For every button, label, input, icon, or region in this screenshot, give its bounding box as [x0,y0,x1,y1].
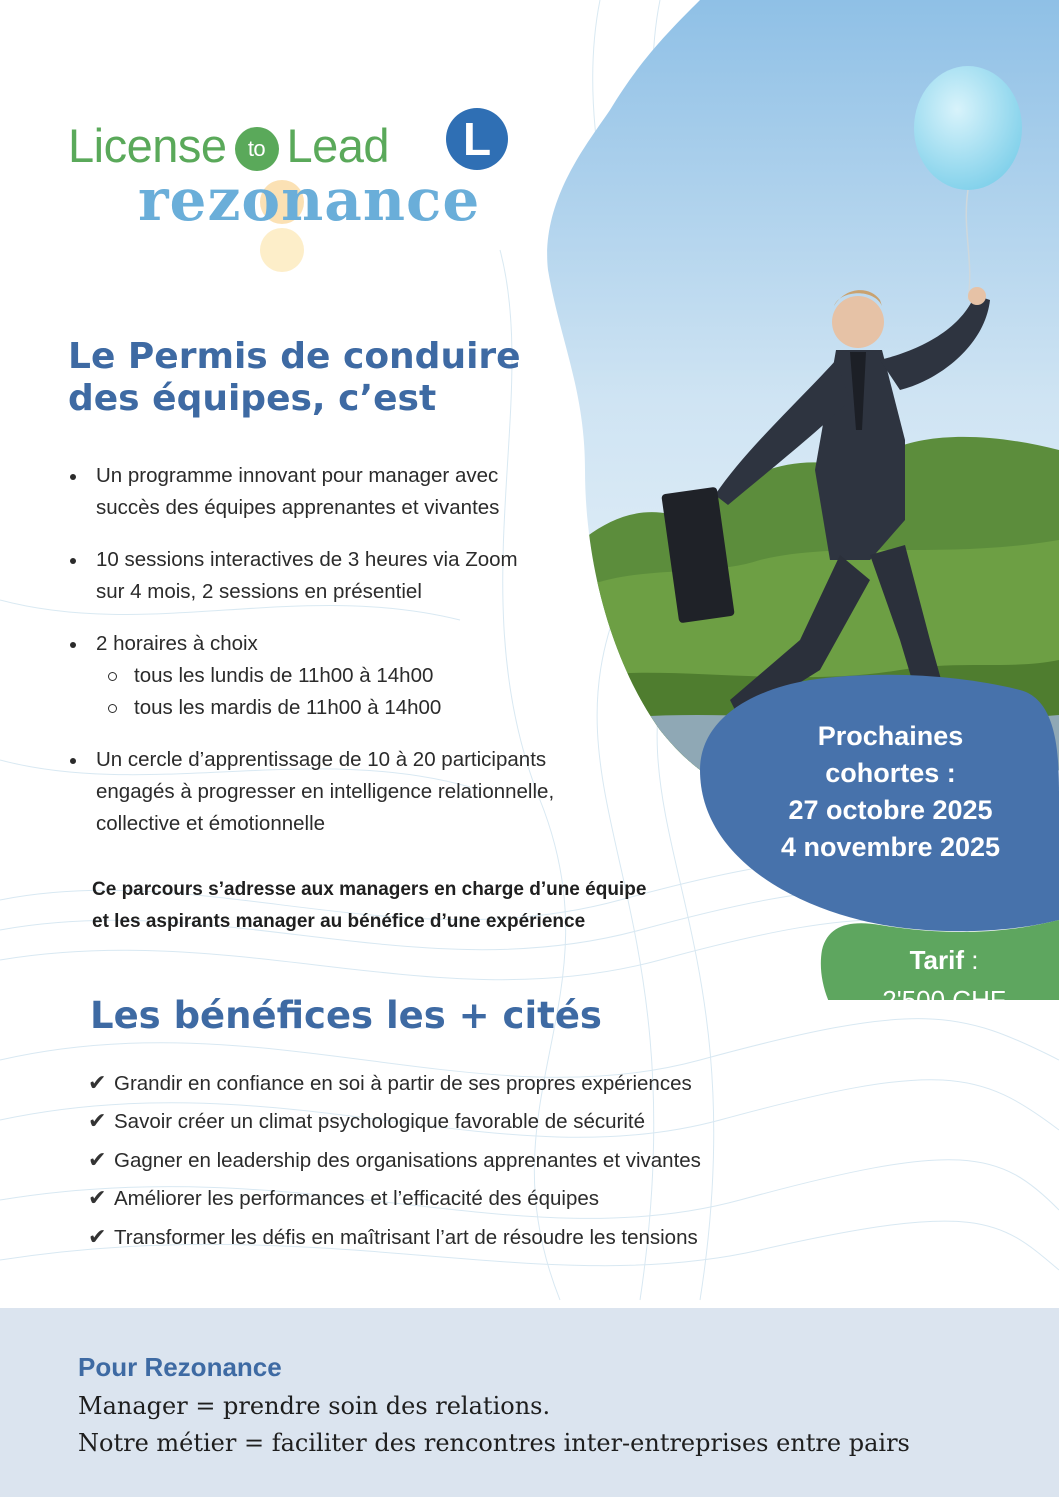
headline-line-2: des équipes, c’est [68,378,437,419]
cohort-date-1: 27 octobre 2025 [788,795,993,825]
audience-statement: Ce parcours s’adresse aux managers en charge d’une équipe et les aspirants manager au bénéfice d’une expérience [92,879,647,932]
pricing-label: Tarif [909,945,964,975]
logo-rezonance: rezonance [138,166,481,234]
benefit-item: ✔ Transformer les défis en maîtrisant l’art de résoudre les tensions [88,1218,701,1256]
cohort-label-1: Prochaines [817,721,964,751]
footer-line-1: Manager = prendre soin des relations. [78,1392,551,1420]
logo-license: License [68,119,227,172]
check-icon: ✔ [88,1108,107,1134]
pricing-colon: : [963,945,979,975]
logo-wordmark [68,118,389,173]
program-item: 2 horaires à choix tous les lundis de 11h00 à 14h00 tous les mardis de 11h00 à 14h00 [66,628,626,724]
pricing [844,940,1044,1020]
benefit-item: ✔ Améliorer les performances et l’efficacité des équipes [88,1179,701,1217]
check-icon: ✔ [88,1185,107,1211]
program-list [66,460,626,860]
benefit-item: ✔ Gagner en leadership des organisations apprenantes et vivantes [88,1141,701,1179]
main-headline [68,336,521,420]
program-item: Un programme innovant pour manager avec succès des équipes apprenantes et vivantes [66,460,626,524]
footer-line-2: Notre métier = faciliter des rencontres inter-entreprises entre pairs [78,1429,910,1457]
headline-line-1: Le Permis de conduire [68,336,521,377]
schedule-item: tous les mardis de 11h00 à 14h00 [96,692,626,724]
logo-lead: Lead [286,119,390,172]
cohort-date-2: 4 novembre 2025 [780,832,1001,862]
next-cohorts [748,718,1033,866]
schedule-sublist [96,660,626,724]
check-icon: ✔ [88,1146,107,1172]
cohort-label-2: cohortes : [825,758,956,788]
program-item: Un cercle d’apprentissage de 10 à 20 participants engagés à progresser en intelligence relationnelle, collective et émotionnelle [66,744,626,840]
pricing-value: 2'500 CHF [882,985,1006,1015]
footer-title: Pour Rezonance [78,1352,282,1382]
license-to-lead-logo [68,108,538,278]
benefits-title: Les bénéfices les + cités [90,994,602,1037]
program-item: 10 sessions interactives de 3 heures via Zoom sur 4 mois, 2 sessions en présentiel [66,544,626,608]
check-icon: ✔ [88,1223,107,1249]
logo-l-badge: L [446,108,508,170]
schedule-item: tous les lundis de 11h00 à 14h00 [96,660,626,692]
benefits-list [88,1064,701,1256]
benefit-item: ✔ Savoir créer un climat psychologique favorable de sécurité [88,1102,701,1140]
check-icon: ✔ [88,1070,107,1095]
logo-dot-lower [260,228,304,272]
footer-band [0,1308,1059,1497]
logo-to-badge: to [235,127,279,171]
benefit-item: ✔ Grandir en confiance en soi à partir de ses propres expériences [88,1064,701,1102]
